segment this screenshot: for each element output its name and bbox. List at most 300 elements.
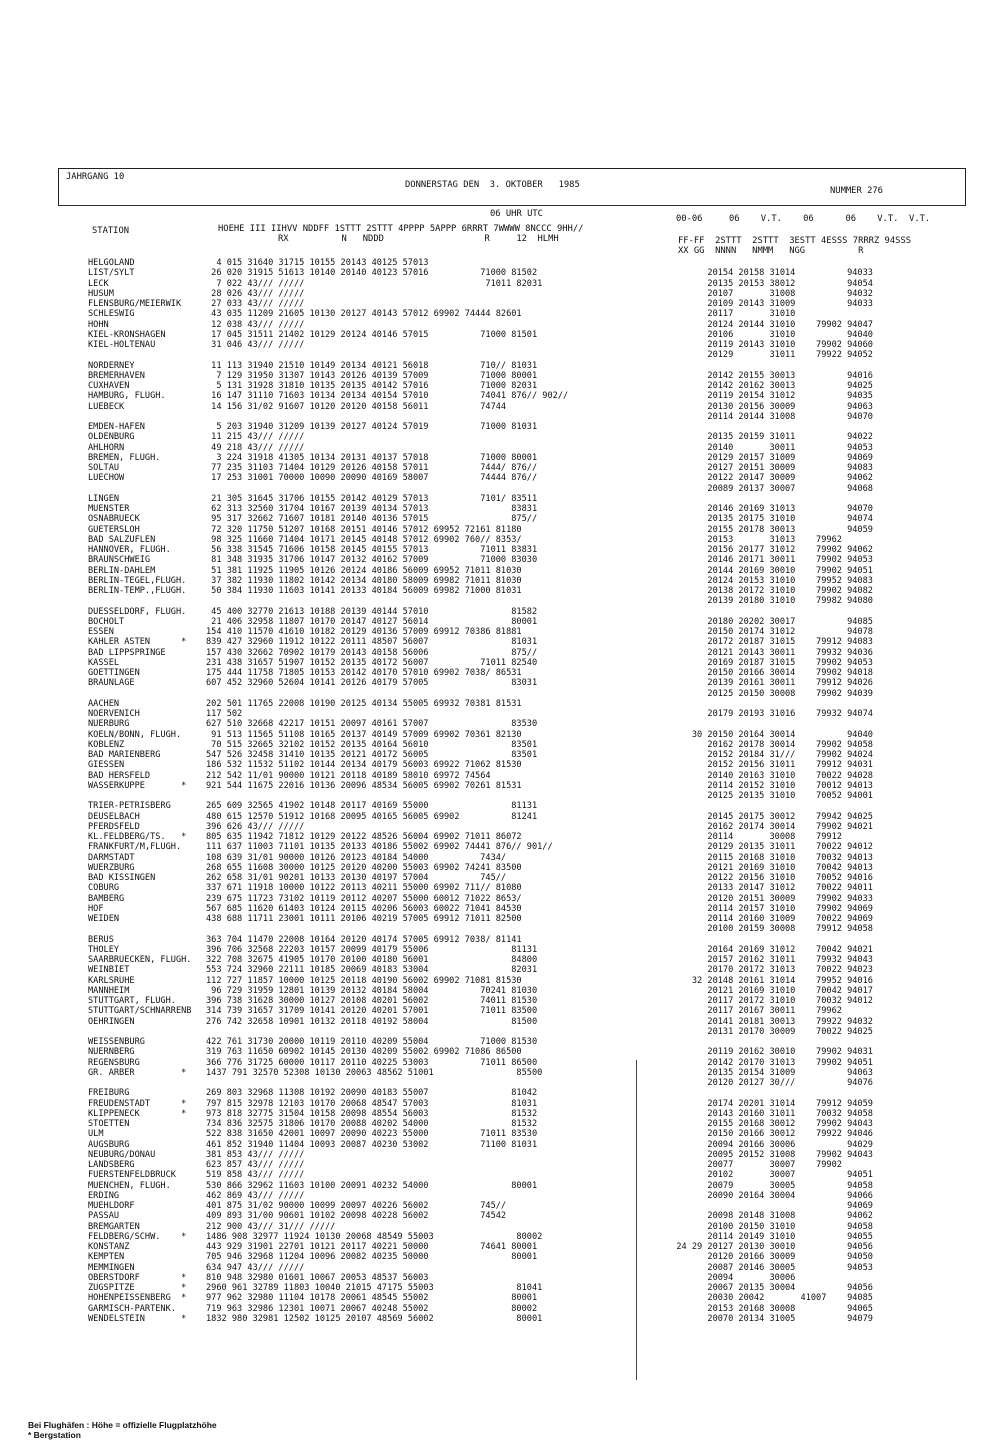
station-data: 239 675 11723 73102 10119 20112 40207 55000 60012 71022 8653/ xyxy=(206,894,522,904)
station-right-data: 20094 20166 30006 94029 xyxy=(666,1140,873,1150)
station-right-data: 20114 20149 31010 94055 xyxy=(666,1232,873,1242)
station-right-data: 20117 20167 30011 79962 xyxy=(666,1006,842,1016)
station-name: WENDELSTEIN * xyxy=(88,1314,187,1324)
station-data: 627 510 32668 42217 10151 20097 40161 57007 83530 xyxy=(206,719,538,729)
table-row xyxy=(0,494,1000,504)
table-row xyxy=(0,1252,1000,1262)
table-row xyxy=(0,1304,1000,1314)
station-name: BAD MARIENBERG xyxy=(88,750,161,760)
station-name: WUERZBURG xyxy=(88,863,135,873)
station-right-data: 20139 20180 31010 79982 94080 xyxy=(666,596,873,606)
station-name: BERLIN-DAHLEM xyxy=(88,566,156,576)
footnotes xyxy=(28,1420,217,1440)
station-data: 11 113 31940 21510 10149 20134 40121 56018 710// 81031 xyxy=(206,361,538,371)
station-data: 77 235 31103 71404 10129 20126 40158 57011 7444/ 876// xyxy=(206,463,538,473)
station-name: OSNABRUECK xyxy=(88,514,140,524)
footnote-airports: Bei Flughäfen : Höhe = offizielle Flugplatzhöhe xyxy=(28,1420,217,1430)
table-row xyxy=(0,771,1000,781)
station-data: 705 946 32968 11204 10096 20082 40235 50000 80001 xyxy=(206,1252,538,1262)
table-row xyxy=(0,504,1000,514)
station-data: 11 215 43/// ///// xyxy=(206,432,305,442)
station-data: 95 317 32662 71607 10181 20140 40136 57015 875// xyxy=(206,514,538,524)
station-data: 623 857 43/// ///// xyxy=(206,1160,305,1170)
station-data: 3 224 31918 41305 10134 20131 40137 57018 71000 80001 xyxy=(206,453,538,463)
table-row xyxy=(0,1140,1000,1150)
station-name: HOHENPEISSENBERG * xyxy=(88,1293,187,1303)
station-name: WEIDEN xyxy=(88,914,120,924)
station-name: NUERNBERG xyxy=(88,1047,135,1057)
station-right-data: 20070 20134 31005 94079 xyxy=(666,1314,873,1324)
station-right-data: 20141 20181 30013 79922 94032 xyxy=(666,1017,873,1027)
station-data: 719 963 32986 12301 10071 20067 40248 55002 80002 xyxy=(206,1304,538,1314)
station-data: 202 501 11765 22008 10190 20125 40134 55005 69932 70381 81531 xyxy=(206,699,522,709)
table-row xyxy=(0,299,1000,309)
table-row xyxy=(0,576,1000,586)
station-name: BERLIN-TEGEL,FLUGH. xyxy=(88,576,187,586)
station-name: BREMERHAVEN xyxy=(88,371,145,381)
table-row xyxy=(0,258,1000,268)
table-row xyxy=(0,1232,1000,1242)
station-right-data: 20144 20169 30010 79902 94051 xyxy=(666,566,873,576)
station-name: GIESSEN xyxy=(88,760,125,770)
station-right-data: 20121 20169 31010 70042 94013 xyxy=(666,863,873,873)
station-right-data: 20179 20193 31016 79932 94074 xyxy=(666,709,873,719)
table-row xyxy=(0,371,1000,381)
station-name: GOETTINGEN xyxy=(88,668,140,678)
station-right-data: 20150 20174 31012 94078 xyxy=(666,627,873,637)
table-row xyxy=(0,361,1000,371)
table-row xyxy=(0,309,1000,319)
station-name: WEISSENBURG xyxy=(88,1037,145,1047)
table-row xyxy=(0,894,1000,904)
table-row xyxy=(0,914,1000,924)
report-date: DONNERSTAG DEN 3. OKTOBER 1985 xyxy=(405,180,580,190)
station-name: OLDENBURG xyxy=(88,432,135,442)
station-name: BREMGARTEN xyxy=(88,1222,140,1232)
station-right-data: 20114 20152 31010 70012 94013 xyxy=(666,781,873,791)
station-right-data: 20122 20147 30009 94062 xyxy=(666,473,873,483)
station-right-data: 20172 20187 31015 79912 94083 xyxy=(666,637,873,647)
station-data: 12 038 43/// ///// xyxy=(206,320,305,330)
station-data: 322 708 32675 41905 10170 20100 40180 56001 84800 xyxy=(206,955,538,965)
table-row xyxy=(0,935,1000,945)
table-row xyxy=(0,463,1000,473)
table-row xyxy=(0,535,1000,545)
station-data: 396 738 31628 30000 10127 20108 40201 56002 74011 81530 xyxy=(206,996,538,1006)
station-name: NEUBURG/DONAU xyxy=(88,1150,156,1160)
station-name: BAMBERG xyxy=(88,894,125,904)
table-row xyxy=(0,289,1000,299)
station-name: KASSEL xyxy=(88,658,120,668)
station-data: 62 313 32560 31704 10167 20139 40134 57013 83831 xyxy=(206,504,538,514)
table-row xyxy=(0,566,1000,576)
station-name: GR. ARBER * xyxy=(88,1068,187,1078)
table-row xyxy=(0,412,1000,422)
station-data: 401 875 31/02 90000 10099 20097 40226 56002 745// xyxy=(206,1201,507,1211)
station-name: AHLHORN xyxy=(88,443,125,453)
station-data: 607 452 32960 52604 10141 20126 40179 57005 83031 xyxy=(206,678,538,688)
station-right-data: 20153 20168 30008 94065 xyxy=(666,1304,873,1314)
station-right-data: 20142 20162 30013 94025 xyxy=(666,381,873,391)
table-row xyxy=(0,1099,1000,1109)
station-name: SOLTAU xyxy=(88,463,120,473)
table-row xyxy=(0,525,1000,535)
table-row xyxy=(0,1109,1000,1119)
station-data: 522 838 31650 42001 10097 20090 40223 55000 71011 83530 xyxy=(206,1129,538,1139)
station-data: 14 156 31/02 91607 10120 20120 40158 56011 74744 xyxy=(206,402,507,412)
table-row xyxy=(0,1006,1000,1016)
station-right-data: 20114 20144 31008 94070 xyxy=(666,412,873,422)
station-name: BERLIN-TEMP.,FLUGH. xyxy=(88,586,187,596)
station-name: BRAUNSCHWEIG xyxy=(88,555,151,565)
station-data: 81 348 31935 31706 10147 20132 40162 57009 71000 83030 xyxy=(206,555,538,565)
station-right-data: 20135 20154 31009 94063 xyxy=(666,1068,873,1078)
station-name: BAD SALZUFLEN xyxy=(88,535,156,545)
table-row xyxy=(0,781,1000,791)
station-name: AUGSBURG xyxy=(88,1140,130,1150)
station-data: 5 131 31928 31810 10135 20135 40142 57016 71000 82031 xyxy=(206,381,538,391)
station-name: KL.FELDBERG/TS. * xyxy=(88,832,187,842)
station-data: 839 427 32960 11912 10122 20111 48507 56007 81031 xyxy=(206,637,538,647)
station-data: 396 626 43/// ///// xyxy=(206,822,305,832)
station-name: MUENCHEN, FLUGH. xyxy=(88,1181,171,1191)
right-columns-subheader: XX GG NNNN NMMM NGG R xyxy=(678,246,864,256)
table-row xyxy=(0,402,1000,412)
station-right-data: 20124 20153 31010 79952 94083 xyxy=(666,576,873,586)
table-row xyxy=(0,730,1000,740)
station-name: MUEHLDORF xyxy=(88,1201,135,1211)
station-name: HOF xyxy=(88,904,104,914)
station-data: 530 866 32962 11603 10100 20091 40232 54000 80001 xyxy=(206,1181,538,1191)
station-name: DUESSELDORF, FLUGH. xyxy=(88,607,187,617)
table-row xyxy=(0,1119,1000,1129)
station-right-data: 20157 20162 31011 79932 94043 xyxy=(666,955,873,965)
station-data: 262 658 31/01 90201 10133 20130 40197 57004 745// xyxy=(206,873,507,883)
station-right-data: 20119 20162 30010 79902 94031 xyxy=(666,1047,873,1057)
station-right-data: 20133 20147 31012 70022 94011 xyxy=(666,883,873,893)
station-name: THOLEY xyxy=(88,945,120,955)
station-data: 547 526 32458 31410 10135 20121 40172 56005 83501 xyxy=(206,750,538,760)
table-row xyxy=(0,812,1000,822)
station-right-data: 20150 20166 30012 79922 94046 xyxy=(666,1129,873,1139)
table-row xyxy=(0,924,1000,934)
station-data: 17 045 31511 21402 10129 20124 40146 57015 71000 81501 xyxy=(206,330,538,340)
station-name: KOELN/BONN, FLUGH. xyxy=(88,730,182,740)
station-data: 1832 980 32981 12502 10125 20107 48569 56002 80001 xyxy=(206,1314,543,1324)
table-row xyxy=(0,637,1000,647)
code-columns-header: HOEHE III IIHVV NDDFF 1STTT 2STTT 4PPPP 5APPP 6RRRT 7WWWW 8NCCC 9HH// xyxy=(218,224,584,234)
station-right-data: 20174 20201 31014 79912 94059 xyxy=(666,1099,873,1109)
station-data: 265 609 32565 41902 10148 20117 40169 55000 81131 xyxy=(206,801,538,811)
table-row xyxy=(0,955,1000,965)
station-right-data: 94069 xyxy=(666,1201,873,1211)
table-row xyxy=(0,627,1000,637)
table-row xyxy=(0,555,1000,565)
station-name: LECK xyxy=(88,279,109,289)
station-data: 7 022 43/// ///// 71011 82031 xyxy=(206,279,543,289)
station-name: OBERSTDORF * xyxy=(88,1273,187,1283)
table-row xyxy=(0,1088,1000,1098)
station-name: NORDERNEY xyxy=(88,361,135,371)
station-data: 268 655 11608 30000 10125 20120 40200 55003 69902 74241 83500 xyxy=(206,863,522,873)
table-row xyxy=(0,648,1000,658)
station-data: 16 147 31110 71603 10134 20134 40154 57010 74041 876// 902// xyxy=(206,391,569,401)
station-right-data: 20135 20175 31010 94074 xyxy=(666,514,873,524)
station-data: 17 253 31001 70000 10090 20090 40169 58007 74444 876// xyxy=(206,473,538,483)
station-right-data: 20030 20042 41007 94085 xyxy=(666,1293,873,1303)
station-data: 319 763 11650 60902 10145 20130 40209 55002 69902 71086 86500 xyxy=(206,1047,522,1057)
station-data: 45 400 32770 21613 10188 20139 40144 57010 81582 xyxy=(206,607,538,617)
station-name: ULM xyxy=(88,1129,104,1139)
station-right-data: 20090 20164 30004 94066 xyxy=(666,1191,873,1201)
station-name: OEHRINGEN xyxy=(88,1017,135,1027)
station-data: 231 438 31657 51907 10152 20135 40172 56007 71011 82540 xyxy=(206,658,538,668)
station-name: AACHEN xyxy=(88,699,120,709)
table-row xyxy=(0,607,1000,617)
station-right-data: 20114 30008 79912 xyxy=(666,832,842,842)
table-row xyxy=(0,668,1000,678)
station-data: 31 046 43/// ///// xyxy=(206,340,305,350)
station-name: HOHN xyxy=(88,320,109,330)
station-data: 443 929 31901 22701 10121 20117 40221 50000 74641 80001 xyxy=(206,1242,538,1252)
station-right-data: 20162 20178 30014 79902 94058 xyxy=(666,740,873,750)
jahrgang-label: JAHRGANG 10 xyxy=(66,172,125,182)
table-row xyxy=(0,268,1000,278)
station-right-data: 20152 20184 31/// 79902 94024 xyxy=(666,750,873,760)
station-right-data: 20114 20157 31010 79902 94069 xyxy=(666,904,873,914)
table-row xyxy=(0,1078,1000,1088)
station-data: 366 776 31725 60000 10117 20110 40225 53003 71011 86500 xyxy=(206,1058,538,1068)
station-right-data: 20125 20135 31010 70052 94001 xyxy=(666,791,873,801)
station-right-data: 20140 30011 94053 xyxy=(666,443,873,453)
table-row xyxy=(0,678,1000,688)
station-data: 26 020 31915 51613 10140 20140 40123 57016 71000 81502 xyxy=(206,268,538,278)
station-right-data: 20146 20169 31013 94070 xyxy=(666,504,873,514)
station-right-data: 20129 31011 79922 94052 xyxy=(666,350,873,360)
table-row xyxy=(0,1181,1000,1191)
station-name: KIEL-KRONSHAGEN xyxy=(88,330,166,340)
station-right-data: 20138 20172 31010 79902 94082 xyxy=(666,586,873,596)
station-right-data: 20120 20151 30009 79902 94033 xyxy=(666,894,873,904)
station-name: ERDING xyxy=(88,1191,120,1201)
table-row xyxy=(0,586,1000,596)
station-data: 37 382 11930 11802 10142 20134 40180 58009 69982 71011 81030 xyxy=(206,576,522,586)
station-right-data: 20115 20168 31010 70032 94013 xyxy=(666,853,873,863)
station-right-data: 20143 20160 31011 70032 94058 xyxy=(666,1109,873,1119)
station-right-data: 20119 20143 31010 79902 94060 xyxy=(666,340,873,350)
station-right-data: 20135 20153 38012 94054 xyxy=(666,279,873,289)
station-right-data: 20145 20175 30012 79942 94025 xyxy=(666,812,873,822)
station-right-data: 20129 20157 31009 94069 xyxy=(666,453,873,463)
station-name: FREIBURG xyxy=(88,1088,130,1098)
station-right-data: 30 20150 20164 30014 94040 xyxy=(666,730,873,740)
table-row xyxy=(0,1037,1000,1047)
table-row xyxy=(0,1027,1000,1037)
table-row xyxy=(0,545,1000,555)
table-row xyxy=(0,432,1000,442)
table-row xyxy=(0,1273,1000,1283)
station-data: 186 532 11532 51102 10144 20134 40179 56003 69922 71062 81530 xyxy=(206,760,522,770)
station-name: STOETTEN xyxy=(88,1119,130,1129)
station-right-data: 20155 20168 30012 79902 94043 xyxy=(666,1119,873,1129)
station-right-data: 20162 20174 30014 79902 94021 xyxy=(666,822,873,832)
table-row xyxy=(0,443,1000,453)
station-data: 381 853 43/// ///// xyxy=(206,1150,305,1160)
station-right-data: 20127 20151 30009 94083 xyxy=(666,463,873,473)
station-name: BREMEN, FLUGH. xyxy=(88,453,161,463)
station-name: MUENSTER xyxy=(88,504,130,514)
station-data: 91 513 11565 51108 10165 20137 40149 57009 69902 70361 82130 xyxy=(206,730,522,740)
station-name: SAARBRUECKEN, FLUGH. xyxy=(88,955,192,965)
station-right-data: 20117 31010 xyxy=(666,309,796,319)
table-row xyxy=(0,853,1000,863)
station-data: 51 381 11925 11905 10126 20124 40186 56009 69952 71011 81030 xyxy=(206,566,522,576)
table-row xyxy=(0,1283,1000,1293)
station-name: PASSAU xyxy=(88,1211,120,1221)
station-name: FREUDENSTADT * xyxy=(88,1099,187,1109)
table-row xyxy=(0,976,1000,986)
table-row xyxy=(0,1201,1000,1211)
station-name: BRAUNLAGE xyxy=(88,678,135,688)
station-name: LANDSBERG xyxy=(88,1160,135,1170)
station-data: 98 325 11660 71404 10171 20145 40148 57012 69902 760// 8353/ xyxy=(206,535,522,545)
table-row xyxy=(0,1293,1000,1303)
station-name: KARLSRUHE xyxy=(88,976,135,986)
right-column-group-header: 00-06 06 V.T. 06 06 V.T. V.T. xyxy=(676,214,931,224)
station-data: 117 502 xyxy=(206,709,243,719)
table-row xyxy=(0,381,1000,391)
station-name: HUSUM xyxy=(88,289,114,299)
station-name: NOERVENICH xyxy=(88,709,140,719)
station-name: GARMISCH-PARTENK. xyxy=(88,1304,176,1314)
station-data: 797 815 32978 12103 10170 20068 48547 57003 81031 xyxy=(206,1099,538,1109)
table-row xyxy=(0,945,1000,955)
station-name: PFERDSFELD xyxy=(88,822,140,832)
station-data: 175 444 11758 71805 10153 20142 40170 57010 69902 7038/ 86531 xyxy=(206,668,522,678)
station-name: HANNOVER, FLUGH. xyxy=(88,545,171,555)
station-data: 49 218 43/// ///// xyxy=(206,443,305,453)
station-right-data: 20121 20143 30011 79932 94036 xyxy=(666,648,873,658)
station-right-data: 20098 20148 31008 94062 xyxy=(666,1211,873,1221)
table-row xyxy=(0,484,1000,494)
table-row xyxy=(0,883,1000,893)
station-name: KLIPPENECK * xyxy=(88,1109,187,1119)
station-right-data: 20121 20169 31010 70042 94017 xyxy=(666,986,873,996)
station-name: MEMMINGEN xyxy=(88,1263,135,1273)
station-right-data: 20135 20159 31011 94022 xyxy=(666,432,873,442)
table-row xyxy=(0,996,1000,1006)
station-name: DARMSTADT xyxy=(88,853,135,863)
station-data: 5 203 31940 31209 10139 20127 40124 57019 71000 81031 xyxy=(206,422,538,432)
station-right-data: 20107 31008 94032 xyxy=(666,289,873,299)
station-right-data: 20169 20187 31015 79902 94053 xyxy=(666,658,873,668)
station-name: KAHLER ASTEN * xyxy=(88,637,187,647)
station-right-data: 20095 20152 31008 79902 94043 xyxy=(666,1150,873,1160)
station-right-data: 20089 20137 30007 94068 xyxy=(666,484,873,494)
report-number: NUMMER 276 xyxy=(830,186,883,196)
station-name: ZUGSPITZE * xyxy=(88,1283,187,1293)
station-name: FUERSTENFELDBRUCK xyxy=(88,1170,176,1180)
station-right-data: 20152 20156 31011 79912 94031 xyxy=(666,760,873,770)
table-row xyxy=(0,873,1000,883)
station-name: STUTTGART/SCHNARRENB xyxy=(88,1006,192,1016)
footnote-mountain-station: * Bergstation xyxy=(28,1430,81,1440)
table-row xyxy=(0,904,1000,914)
table-row xyxy=(0,986,1000,996)
station-data: 314 739 31657 31709 10141 20120 40201 57001 71011 83500 xyxy=(206,1006,538,1016)
station-data: 96 729 31959 12801 10139 20132 40184 58004 70241 81030 xyxy=(206,986,538,996)
table-row xyxy=(0,965,1000,975)
station-right-data: 20180 20202 30017 94085 xyxy=(666,617,873,627)
station-right-data: 20079 30005 94058 xyxy=(666,1181,873,1191)
station-data: 734 836 32575 31806 10170 20088 40202 54000 81532 xyxy=(206,1119,538,1129)
station-data: 108 639 31/01 90000 10126 20123 40184 54000 7434/ xyxy=(206,853,507,863)
station-right-data: 20087 20146 30005 94053 xyxy=(666,1263,873,1273)
table-row xyxy=(0,422,1000,432)
station-data: 567 685 11620 61403 10124 20115 40206 56003 60022 71041 84530 xyxy=(206,904,522,914)
table-row xyxy=(0,1047,1000,1057)
table-row xyxy=(0,1222,1000,1232)
station-name: FLENSBURG/MEIERWIK xyxy=(88,299,182,309)
station-data: 43 035 11209 21605 10130 20127 40143 57012 69902 74444 82601 xyxy=(206,309,522,319)
table-row xyxy=(0,709,1000,719)
station-right-data: 20124 20144 31010 79902 94047 xyxy=(666,320,873,330)
station-name: FRANKFURT/M,FLUGH. xyxy=(88,842,182,852)
station-name: HAMBURG, FLUGH. xyxy=(88,391,166,401)
station-right-data: 20131 20170 30009 70022 94025 xyxy=(666,1027,873,1037)
column-divider xyxy=(636,1060,637,1380)
station-data: 7 129 31950 31307 10143 20126 40139 57009 71000 80001 xyxy=(206,371,538,381)
station-data: 337 671 11918 10000 10122 20113 40211 55000 69902 711// 81080 xyxy=(206,883,522,893)
station-right-data: 20120 20166 30009 94050 xyxy=(666,1252,873,1262)
table-row xyxy=(0,1058,1000,1068)
station-name: WASSERKUPPE * xyxy=(88,781,187,791)
table-row xyxy=(0,760,1000,770)
station-name: KEMPTEN xyxy=(88,1252,125,1262)
station-name: KOBLENZ xyxy=(88,740,125,750)
station-column-header: STATION xyxy=(92,226,130,236)
station-data: 921 544 11675 22016 10136 20096 48534 56005 69902 70261 81531 xyxy=(206,781,522,791)
station-name: TRIER-PETRISBERG xyxy=(88,801,171,811)
station-data: 212 900 43/// 31/// ///// xyxy=(206,1222,336,1232)
table-row xyxy=(0,658,1000,668)
table-row xyxy=(0,453,1000,463)
station-data: 4 015 31640 31715 10155 20143 40125 57013 xyxy=(206,258,429,268)
station-right-data: 20100 20150 31010 94058 xyxy=(666,1222,873,1232)
station-name: LINGEN xyxy=(88,494,120,504)
table-row xyxy=(0,596,1000,606)
station-name: FELDBERG/SCHW. * xyxy=(88,1232,187,1242)
station-right-data: 20109 20143 31009 94033 xyxy=(666,299,873,309)
station-name: NUERBURG xyxy=(88,719,130,729)
table-row xyxy=(0,330,1000,340)
station-data: 28 026 43/// ///// xyxy=(206,289,305,299)
station-name: CUXHAVEN xyxy=(88,381,130,391)
station-data: 56 338 31545 71606 10158 20145 40155 57013 71011 83831 xyxy=(206,545,538,555)
station-name: LIST/SYLT xyxy=(88,268,135,278)
station-name: LUEBECK xyxy=(88,402,125,412)
station-right-data: 20102 30007 94051 xyxy=(666,1170,873,1180)
station-right-data: 32 20148 20161 31014 79952 94016 xyxy=(666,976,873,986)
station-name: KIEL-HOLTENAU xyxy=(88,340,156,350)
station-name: COBURG xyxy=(88,883,120,893)
station-data: 157 430 32662 70902 10179 20143 40158 56006 875// xyxy=(206,648,538,658)
table-row xyxy=(0,1129,1000,1139)
station-right-data: 20153 31013 79962 xyxy=(666,535,842,545)
table-row xyxy=(0,699,1000,709)
station-name: DEUSELBACH xyxy=(88,812,140,822)
station-right-data: 20120 20127 30/// 94076 xyxy=(666,1078,873,1088)
